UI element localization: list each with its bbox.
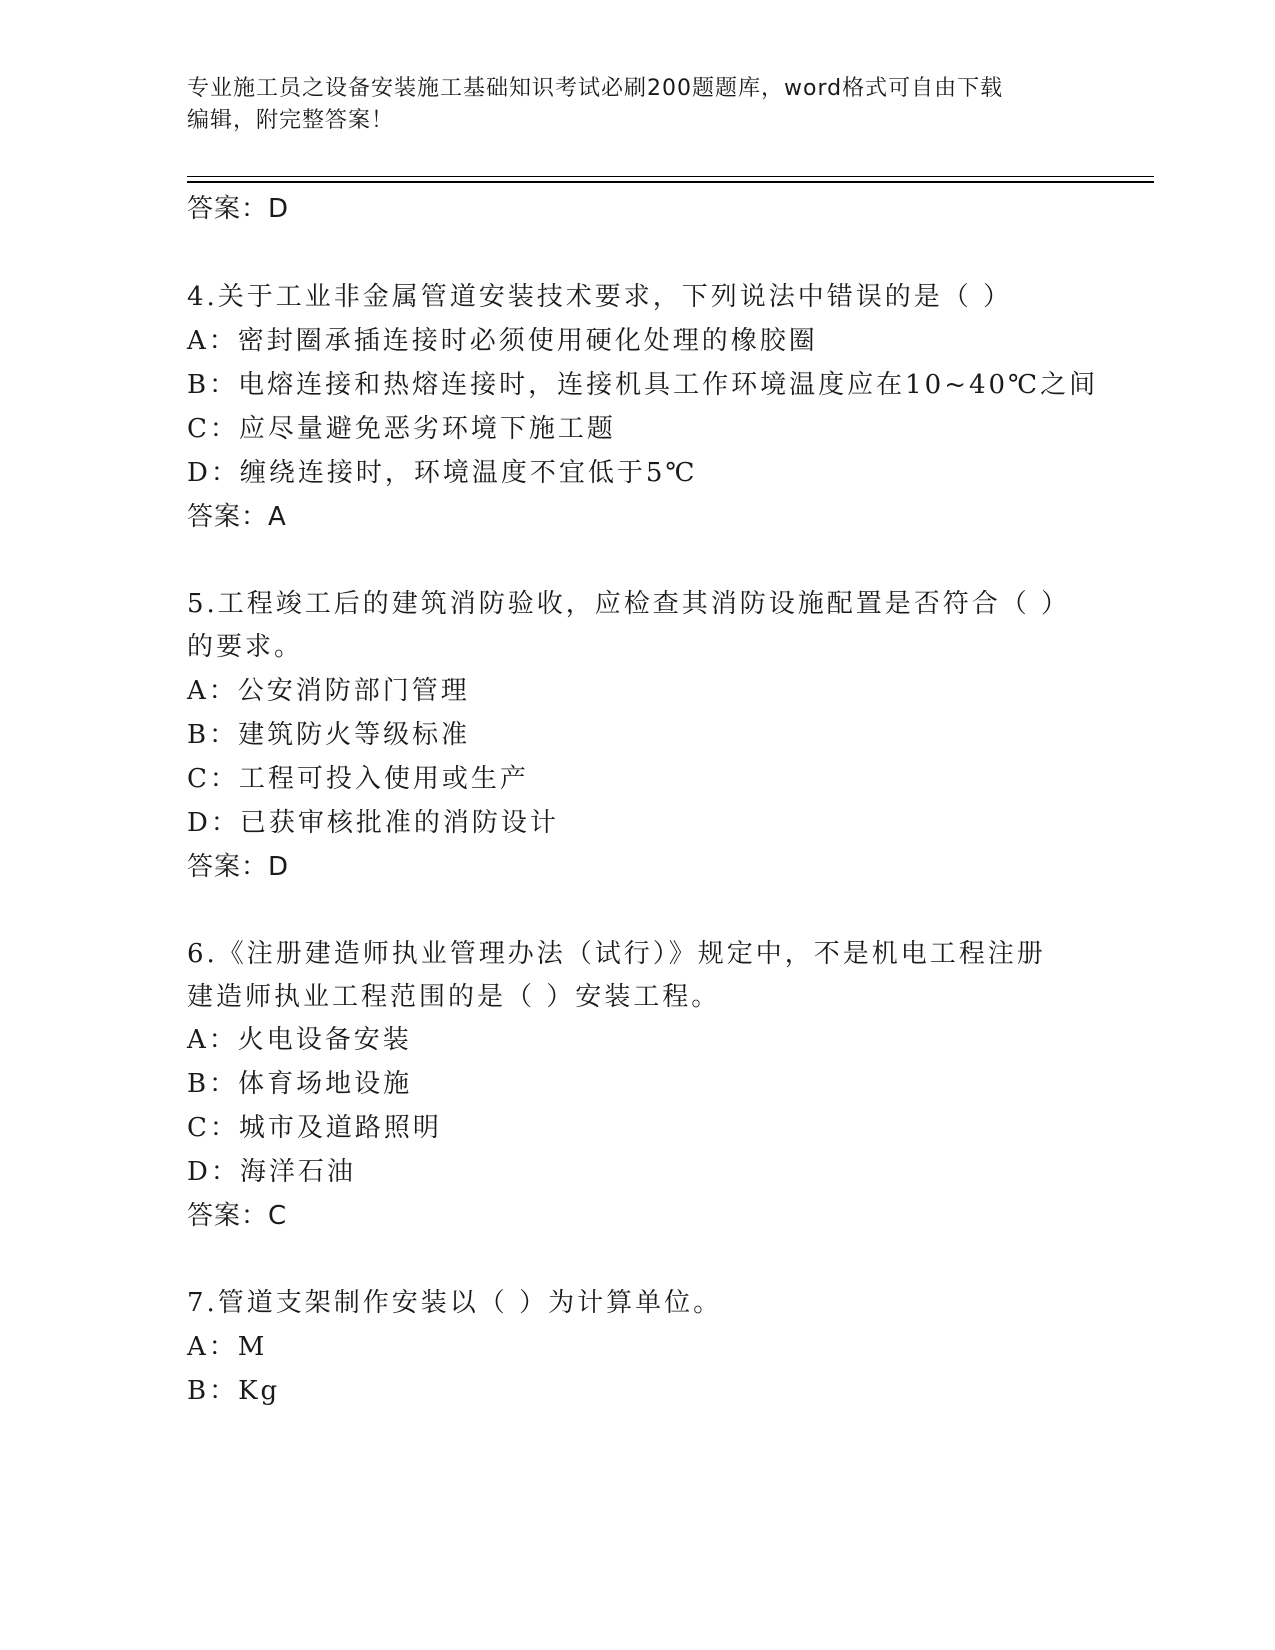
question-7-text: 7.管道支架制作安装以（ ）为计算单位。: [187, 1288, 723, 1318]
question-6-text-line-1: 6.《注册建造师执业管理办法（试行）》规定中，不是机电工程注册: [187, 939, 1046, 969]
header-divider-thin: [187, 176, 1154, 177]
question-4-answer: 答案：A: [187, 502, 287, 532]
question-6-text-line-2: 建造师执业工程范围的是（ ）安装工程。: [187, 982, 721, 1012]
question-4-option-c: C：应尽量避免恶劣环境下施工题: [187, 414, 616, 444]
question-5-text-line-1: 5.工程竣工后的建筑消防验收，应检查其消防设施配置是否符合（ ）: [187, 589, 1071, 619]
header-title-line-1: 专业施工员之设备安装施工基础知识考试必刷200题题库，word格式可自由下载: [187, 76, 1004, 101]
question-6-option-b: B：体育场地设施: [187, 1069, 413, 1099]
question-7-option-b: B：Kg: [187, 1376, 281, 1406]
previous-answer: 答案：D: [187, 194, 290, 224]
question-7-option-a: A：M: [187, 1332, 268, 1362]
document-header: [187, 73, 1087, 137]
question-5-option-a: A：公安消防部门管理: [187, 676, 470, 706]
question-6-option-d: D：海洋石油: [187, 1157, 356, 1187]
question-5-option-b: B：建筑防火等级标准: [187, 720, 471, 750]
question-4-text: 4.关于工业非金属管道安装技术要求，下列说法中错误的是（ ）: [187, 282, 1013, 312]
header-title-line-2: 编辑，附完整答案！: [187, 108, 395, 133]
question-5-answer: 答案：D: [187, 852, 290, 882]
question-6-option-c: C：城市及道路照明: [187, 1113, 442, 1143]
question-4-option-d: D：缠绕连接时，环境温度不宜低于5℃: [187, 458, 698, 488]
question-5-option-d: D：已获审核批准的消防设计: [187, 808, 559, 838]
question-5-text-line-2: 的要求。: [187, 632, 304, 662]
question-6-answer: 答案：C: [187, 1201, 288, 1231]
header-divider-thick: [187, 181, 1154, 183]
question-6-option-a: A：火电设备安装: [187, 1025, 412, 1055]
question-5-option-c: C：工程可投入使用或生产: [187, 764, 529, 794]
question-4-option-b: B：电熔连接和热熔连接时，连接机具工作环境温度应在10~40℃之间: [187, 370, 1099, 400]
question-4-option-a: A：密封圈承插连接时必须使用硬化处理的橡胶圈: [187, 326, 818, 356]
